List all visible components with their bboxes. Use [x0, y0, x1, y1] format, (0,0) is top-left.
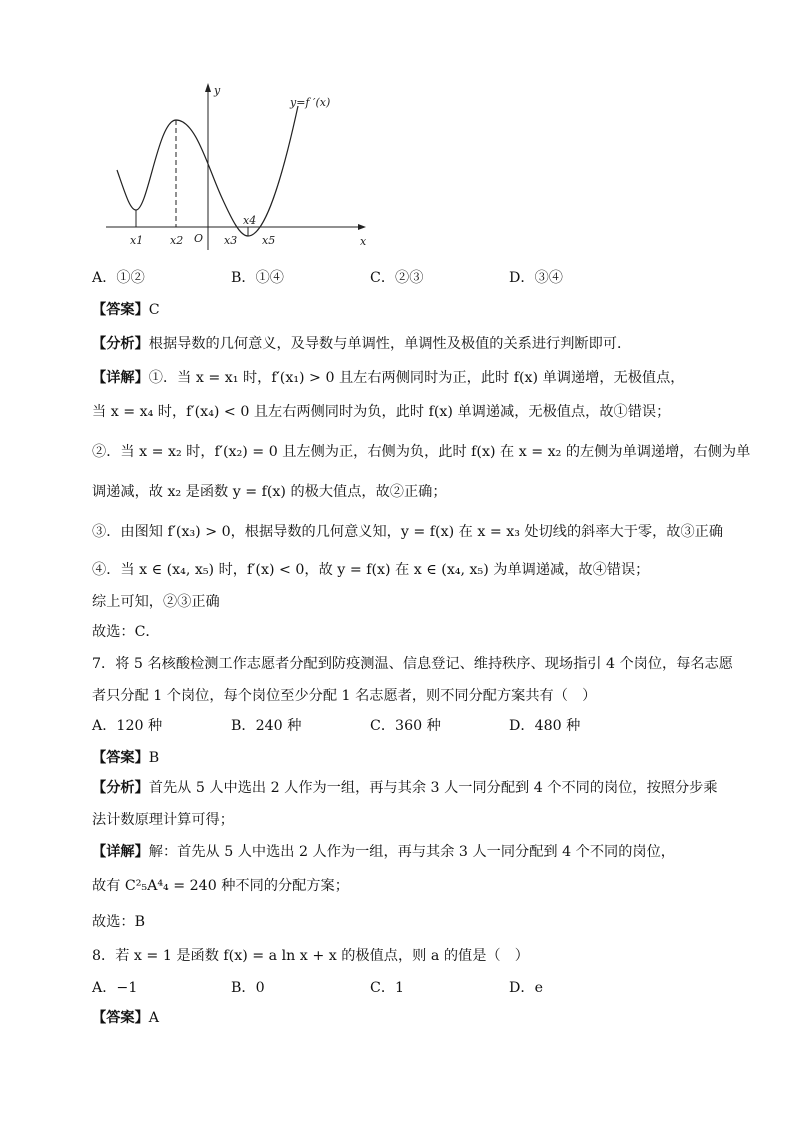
- q6-detail-line-6: ④．当 x ∈ (x₄, x₅) 时，f′(x) < 0，故 y = f(x) 在 x ∈ (x₄, x₅) 为单调递减，故④错误；: [92, 562, 650, 578]
- q6-answer: C: [148, 302, 160, 318]
- q6-answer-line: [92, 300, 160, 320]
- q8-option-b: B．0: [231, 980, 265, 996]
- answer-label: 【答案】: [92, 1010, 149, 1026]
- x-axis-label: x: [360, 235, 367, 248]
- q6-detail-line-2: 当 x = x₄ 时，f′(x₄) < 0 且左右两侧同时为负，此时 f(x) 单调递减，无极值点，故①错误；: [92, 404, 671, 420]
- x3-label: x3: [224, 234, 238, 247]
- q7-choose: 故选：B: [92, 914, 145, 930]
- q8-answer-line: [92, 1008, 159, 1028]
- q7-option-d: D．480 种: [509, 718, 581, 734]
- x-axis-arrow: [358, 224, 366, 230]
- x4-label: x4: [243, 214, 257, 227]
- q7-option-a: A．120 种: [92, 718, 163, 734]
- y-axis-label: y: [214, 84, 221, 97]
- q7-detail-line-2: 故有 C²₅A⁴₄ = 240 种不同的分配方案；: [92, 878, 349, 894]
- answer-label: 【答案】: [92, 750, 149, 766]
- origin-label: O: [194, 232, 204, 245]
- q7-detail-line-1: [92, 842, 675, 862]
- q7-answer: B: [148, 750, 160, 766]
- derivative-graph: [100, 78, 370, 253]
- analysis-label: 【分析】: [92, 336, 149, 352]
- q7-analysis-line-1: [92, 778, 718, 798]
- answer-label: 【答案】: [92, 302, 149, 318]
- x2-label: x2: [170, 234, 184, 247]
- x1-label: x1: [130, 234, 144, 247]
- q6-option-a: A．①②: [92, 270, 145, 286]
- q6-option-c: C．②③: [370, 270, 424, 286]
- q8-option-c: C．1: [370, 980, 405, 996]
- q7-analysis-line-2: 法计数原理计算可得；: [92, 812, 234, 828]
- q6-option-b: B．①④: [231, 270, 284, 286]
- q6-summary: 综上可知，②③正确: [92, 594, 220, 610]
- detail-label: 【详解】: [92, 844, 149, 860]
- q7-option-c: C．360 种: [370, 718, 441, 734]
- q7-analysis-1: 首先从 5 人中选出 2 人作为一组，再与其余 3 人一同分配到 4 个不同的岗位，按照分步乘: [148, 780, 718, 796]
- q6-detail-line-4: 调递减，故 x₂ 是函数 y = f(x) 的极大值点，故②正确；: [92, 484, 447, 500]
- q6-option-d: D．③④: [509, 270, 563, 286]
- q6-analysis: 根据导数的几何意义，及导数与单调性，单调性及极值的关系进行判断即可．: [148, 336, 632, 352]
- q6-detail-1: ①．当 x = x₁ 时，f′(x₁) > 0 且左右两侧同时为正，此时 f(x) 单调递增，无极值点，: [148, 370, 685, 386]
- x5-label: x5: [262, 234, 276, 247]
- q7-answer-line: [92, 748, 159, 768]
- y-axis-arrow: [205, 83, 211, 92]
- q7-stem-line-2: 者只分配 1 个岗位，每个岗位至少分配 1 名志愿者，则不同分配方案共有（ ）: [92, 688, 597, 704]
- curve-label: y=f ′(x): [290, 96, 331, 109]
- q7-option-b: B．240 种: [231, 718, 302, 734]
- q6-detail-line-3: ②．当 x = x₂ 时，f′(x₂) = 0 且左侧为正，右侧为负，此时 f(x) 在 x = x₂ 的左侧为单调递增，右侧为单: [92, 444, 751, 460]
- q7-stem-line-1: 7．将 5 名核酸检测工作志愿者分配到防疫测温、信息登记、维持秩序、现场指引 4 个岗位，每名志愿: [92, 656, 733, 672]
- q6-analysis-line: [92, 334, 631, 354]
- q8-answer: A: [148, 1010, 160, 1026]
- q6-detail-line-1: [92, 368, 684, 388]
- q8-option-a: A．−1: [92, 980, 138, 996]
- q6-detail-line-5: ③．由图知 f′(x₃) > 0，根据导数的几何意义知，y = f(x) 在 x = x₃ 处切线的斜率大于零，故③正确: [92, 524, 724, 540]
- analysis-label: 【分析】: [92, 780, 149, 796]
- q8-stem: 8．若 x = 1 是函数 f(x) = a ln x + x 的极值点，则 a 的值是（ ）: [92, 948, 529, 964]
- q6-choose: 故选：C．: [92, 624, 160, 640]
- q7-detail-1: 解：首先从 5 人中选出 2 人作为一组，再与其余 3 人一同分配到 4 个不同的岗位，: [148, 844, 675, 860]
- detail-label: 【详解】: [92, 370, 149, 386]
- q8-option-d: D．e: [509, 980, 543, 996]
